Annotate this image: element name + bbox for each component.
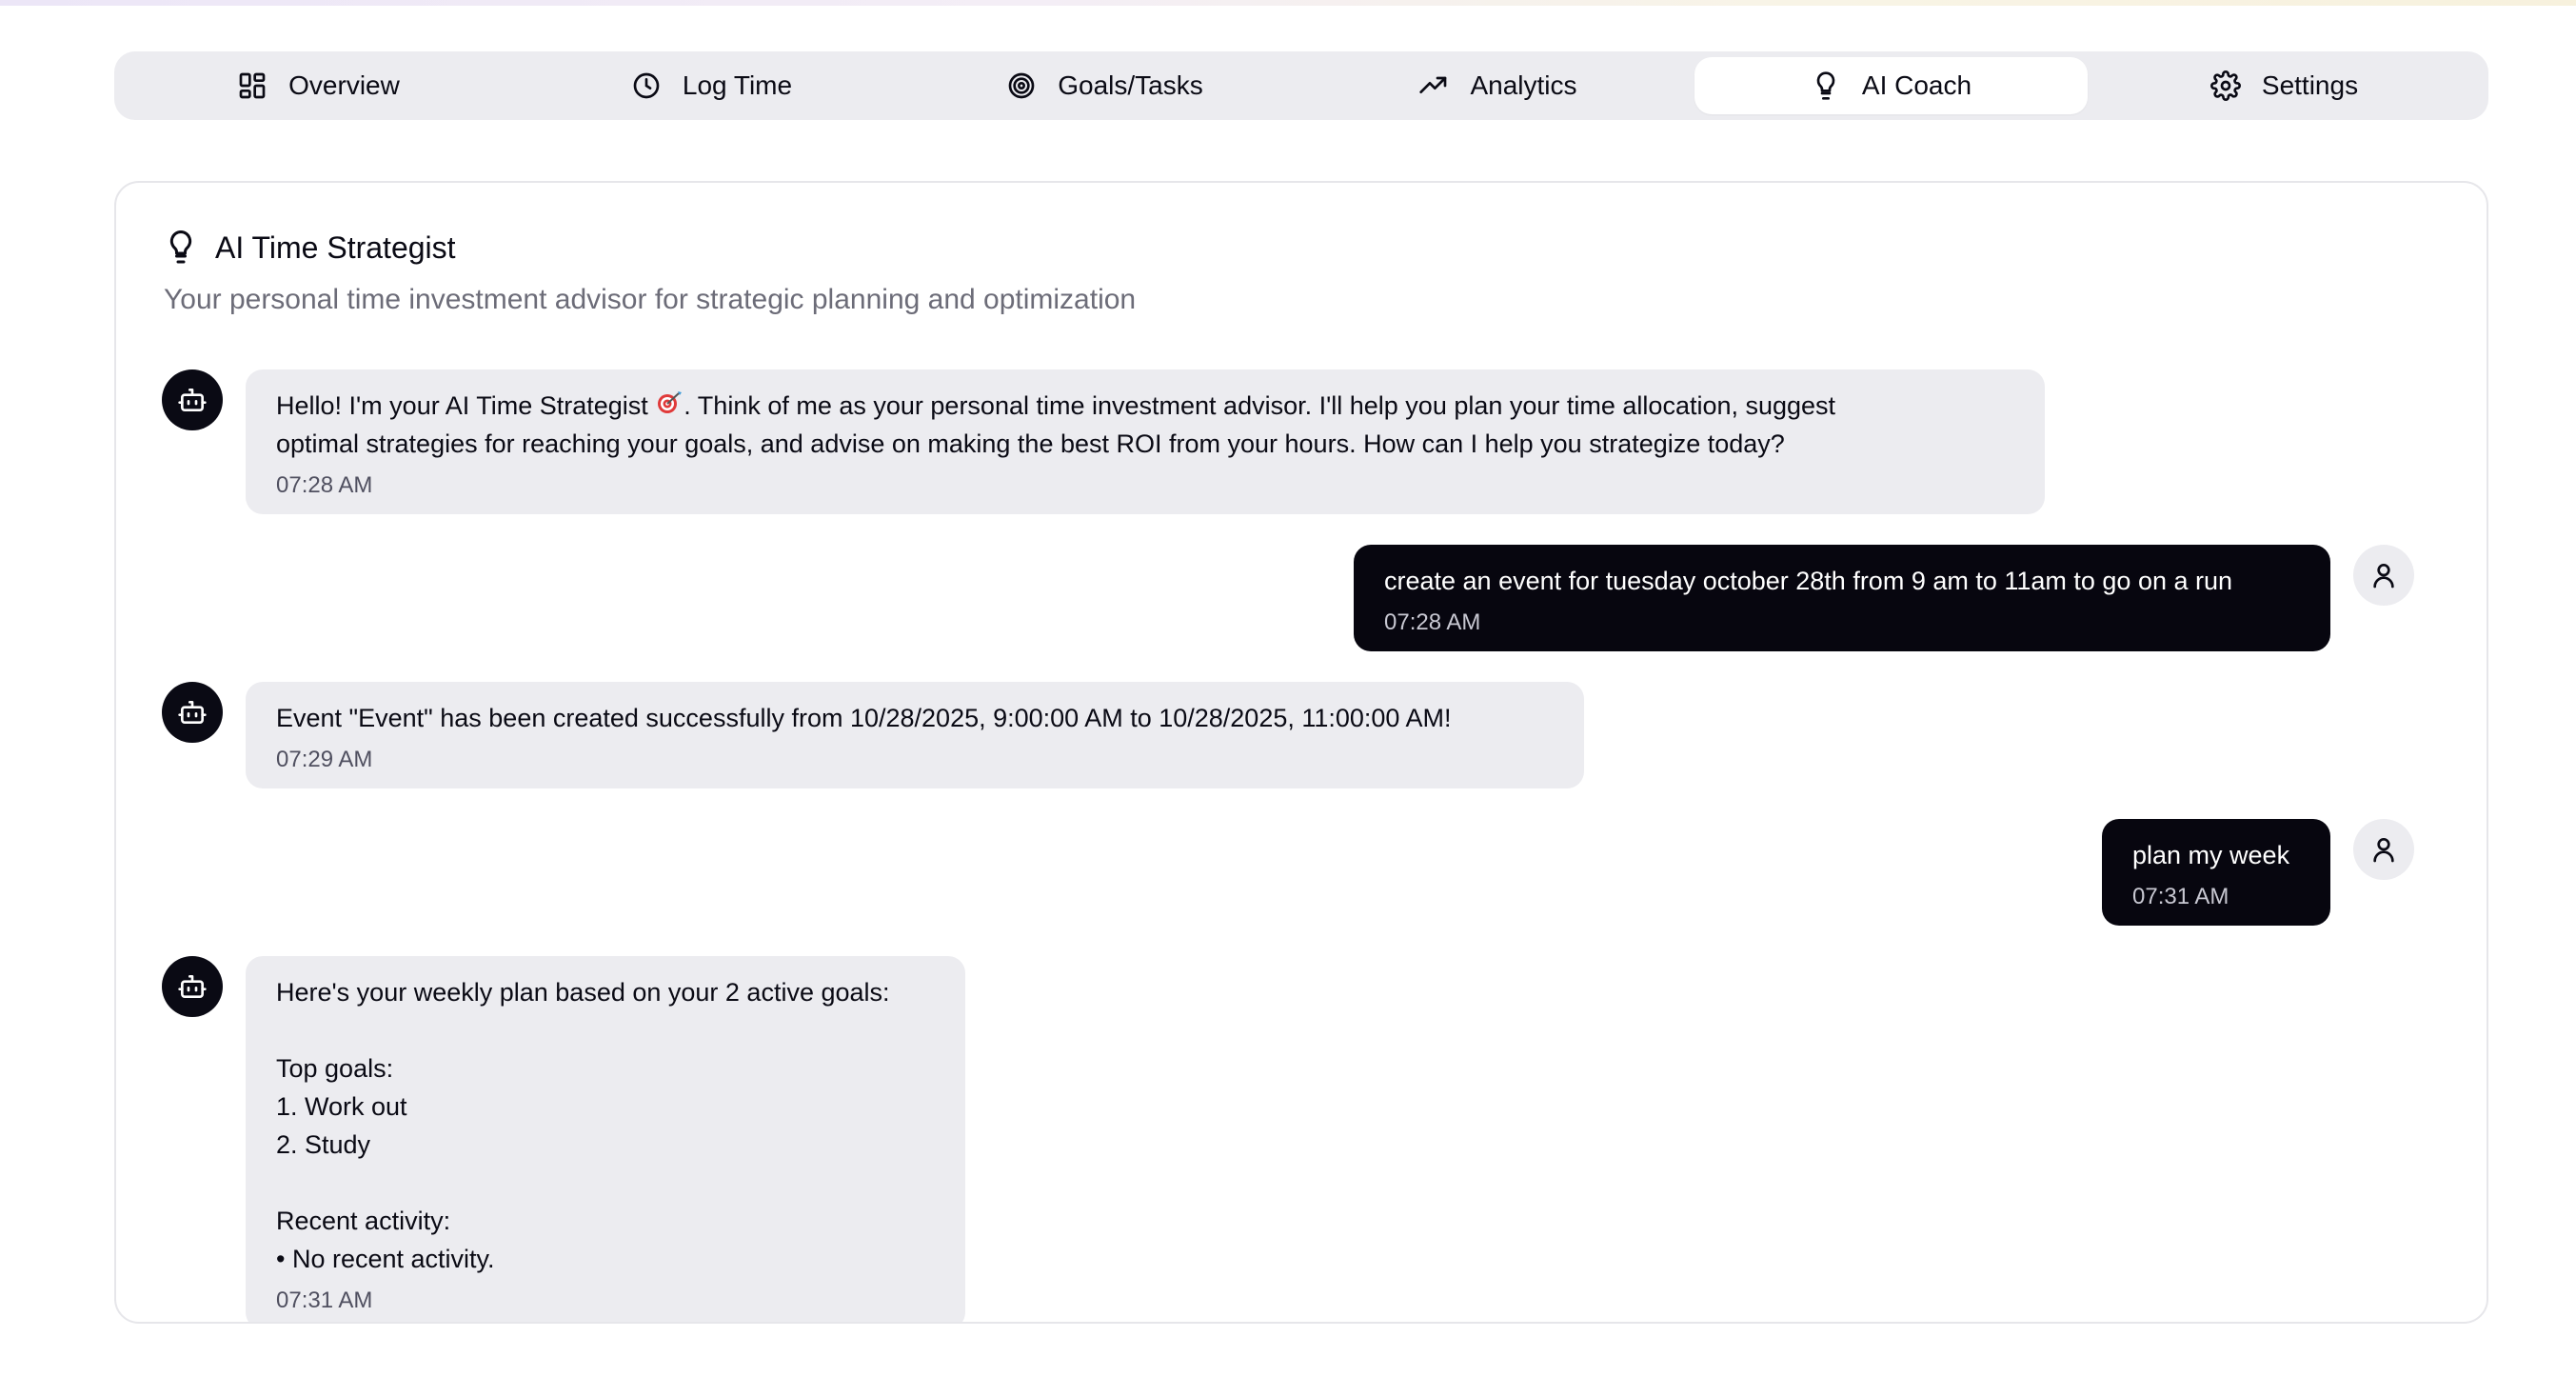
bot-avatar	[162, 369, 223, 430]
user-message	[2102, 819, 2330, 926]
message-timestamp: 07:31 AM	[276, 1287, 373, 1313]
bot-avatar	[162, 682, 223, 743]
bot-icon	[177, 697, 208, 728]
user-icon	[2368, 560, 2399, 590]
bot-icon	[177, 971, 208, 1002]
top-gradient-strip	[0, 0, 2576, 6]
bot-message	[246, 682, 1584, 788]
tab-label: AI Coach	[1861, 70, 1972, 100]
tab-label: Overview	[288, 70, 400, 100]
user-avatar	[2353, 545, 2414, 606]
user-icon	[2368, 834, 2399, 865]
card-header	[164, 229, 456, 267]
tab-goals-tasks[interactable]	[908, 57, 1301, 114]
grid-icon	[237, 70, 268, 101]
tab-label: Log Time	[682, 70, 793, 100]
message-timestamp: 07:31 AM	[2132, 884, 2229, 909]
tab-label: Settings	[2261, 70, 2359, 100]
lightbulb-icon	[164, 229, 198, 267]
dart-target-emoji-icon	[655, 389, 684, 416]
message-text: Event "Event" has been created successfully from 10/28/2025, 9:00:00 AM to 10/28/2025, 11:00:00 AM!	[276, 704, 1452, 732]
tab-ai-coach[interactable]	[1694, 57, 2088, 114]
bot-message	[246, 369, 2045, 514]
message-text: plan my week	[2132, 841, 2290, 869]
user-avatar	[2353, 819, 2414, 880]
lightbulb-icon	[1811, 70, 1841, 101]
bot-icon	[177, 385, 208, 415]
gear-icon	[2210, 70, 2241, 101]
tab-bar	[114, 51, 2488, 120]
user-message	[1354, 545, 2330, 651]
tab-log-time[interactable]	[515, 57, 908, 114]
message-timestamp: 07:29 AM	[276, 747, 373, 772]
card-subtitle: Your personal time investment advisor for strategic planning and optimization	[164, 284, 1137, 315]
message-text: Hello! I'm your AI Time Strategist . Think of me as your personal time investment advisor. I'll help you plan your time allocation, suggest optimal strategies for reaching your goals, and advise on making the best ROI from your hours. How can I help you strategize today?	[276, 391, 1836, 458]
message-timestamp: 07:28 AM	[276, 472, 373, 498]
tab-label: Goals/Tasks	[1058, 70, 1203, 100]
message-timestamp: 07:28 AM	[1384, 609, 1481, 635]
tab-analytics[interactable]	[1301, 57, 1694, 114]
tab-label: Analytics	[1470, 70, 1577, 100]
tab-overview[interactable]	[122, 57, 515, 114]
message-text: Here's your weekly plan based on your 2 active goals: Top goals: 1. Work out 2. Study Recent activity: • No recent activity.	[276, 978, 890, 1273]
clock-icon	[631, 70, 662, 101]
bot-avatar	[162, 956, 223, 1017]
card-title: AI Time Strategist	[215, 230, 456, 265]
ai-coach-card	[114, 181, 2488, 1324]
message-text: create an event for tuesday october 28th from 9 am to 11am to go on a run	[1384, 567, 2233, 595]
tab-settings[interactable]	[2088, 57, 2481, 114]
target-icon	[1006, 70, 1037, 101]
bot-message	[246, 956, 965, 1324]
trending-up-icon	[1418, 70, 1449, 101]
